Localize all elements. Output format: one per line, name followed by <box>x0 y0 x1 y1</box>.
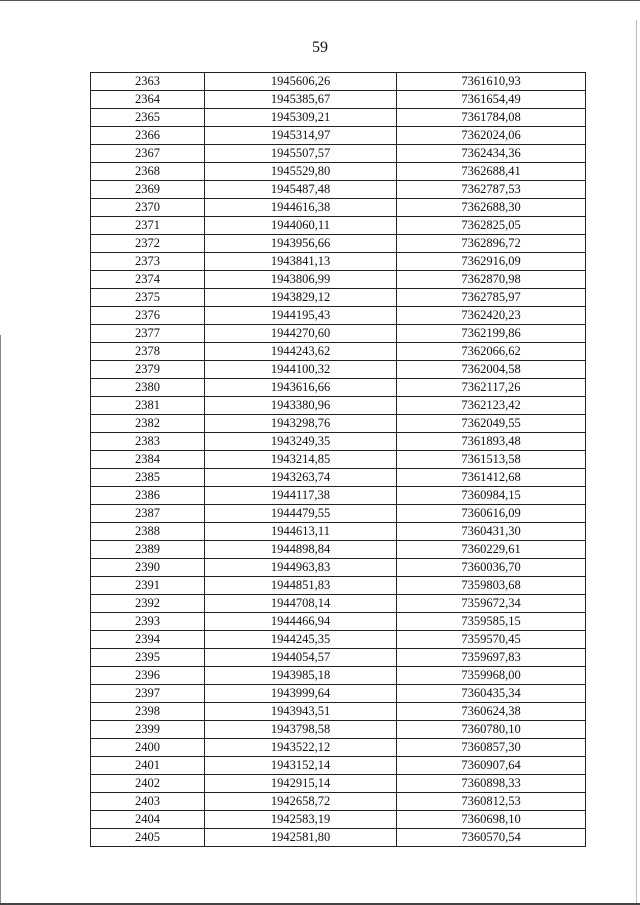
y-coordinate-cell: 7359968,00 <box>397 667 586 685</box>
y-coordinate-cell: 7361513,58 <box>397 451 586 469</box>
table-row <box>91 415 586 433</box>
x-coordinate-cell: 1944466,94 <box>205 613 397 631</box>
table-row <box>91 343 586 361</box>
x-coordinate-cell: 1943999,64 <box>205 685 397 703</box>
point-number-cell: 2375 <box>91 289 205 307</box>
table-row <box>91 649 586 667</box>
x-coordinate-cell: 1943798,58 <box>205 721 397 739</box>
y-coordinate-cell: 7361610,93 <box>397 73 586 91</box>
x-coordinate-cell: 1942658,72 <box>205 793 397 811</box>
point-number-cell: 2378 <box>91 343 205 361</box>
y-coordinate-cell: 7360431,30 <box>397 523 586 541</box>
point-number-cell: 2399 <box>91 721 205 739</box>
x-coordinate-cell: 1945507,57 <box>205 145 397 163</box>
x-coordinate-cell: 1943806,99 <box>205 271 397 289</box>
table-row <box>91 757 586 775</box>
y-coordinate-cell: 7362123,42 <box>397 397 586 415</box>
x-coordinate-cell: 1943522,12 <box>205 739 397 757</box>
x-coordinate-cell: 1943985,18 <box>205 667 397 685</box>
y-coordinate-cell: 7361893,48 <box>397 433 586 451</box>
y-coordinate-cell: 7362870,98 <box>397 271 586 289</box>
y-coordinate-cell: 7360812,53 <box>397 793 586 811</box>
y-coordinate-cell: 7360907,64 <box>397 757 586 775</box>
table-row <box>91 91 586 109</box>
x-coordinate-cell: 1945385,67 <box>205 91 397 109</box>
table-row <box>91 829 586 847</box>
y-coordinate-cell: 7362117,26 <box>397 379 586 397</box>
x-coordinate-cell: 1944616,38 <box>205 199 397 217</box>
table-row <box>91 397 586 415</box>
x-coordinate-cell: 1943380,96 <box>205 397 397 415</box>
y-coordinate-cell: 7359585,15 <box>397 613 586 631</box>
point-number-cell: 2366 <box>91 127 205 145</box>
x-coordinate-cell: 1942581,80 <box>205 829 397 847</box>
point-number-cell: 2397 <box>91 685 205 703</box>
point-number-cell: 2372 <box>91 235 205 253</box>
point-number-cell: 2392 <box>91 595 205 613</box>
point-number-cell: 2385 <box>91 469 205 487</box>
x-coordinate-cell: 1945487,48 <box>205 181 397 199</box>
x-coordinate-cell: 1945314,97 <box>205 127 397 145</box>
table-row <box>91 541 586 559</box>
point-number-cell: 2402 <box>91 775 205 793</box>
y-coordinate-cell: 7362004,58 <box>397 361 586 379</box>
y-coordinate-cell: 7362825,05 <box>397 217 586 235</box>
point-number-cell: 2387 <box>91 505 205 523</box>
x-coordinate-cell: 1943263,74 <box>205 469 397 487</box>
x-coordinate-cell: 1945309,21 <box>205 109 397 127</box>
y-coordinate-cell: 7361654,49 <box>397 91 586 109</box>
table-row <box>91 325 586 343</box>
x-coordinate-cell: 1943214,85 <box>205 451 397 469</box>
x-coordinate-cell: 1944060,11 <box>205 217 397 235</box>
table-row <box>91 469 586 487</box>
y-coordinate-cell: 7360616,09 <box>397 505 586 523</box>
point-number-cell: 2382 <box>91 415 205 433</box>
table-row <box>91 667 586 685</box>
scan-edge-right <box>636 20 637 905</box>
point-number-cell: 2377 <box>91 325 205 343</box>
table-row <box>91 685 586 703</box>
point-number-cell: 2403 <box>91 793 205 811</box>
x-coordinate-cell: 1944117,38 <box>205 487 397 505</box>
point-number-cell: 2373 <box>91 253 205 271</box>
x-coordinate-cell: 1943152,14 <box>205 757 397 775</box>
table-row <box>91 631 586 649</box>
table-row <box>91 73 586 91</box>
point-number-cell: 2371 <box>91 217 205 235</box>
table-row <box>91 811 586 829</box>
y-coordinate-cell: 7362199,86 <box>397 325 586 343</box>
x-coordinate-cell: 1944270,60 <box>205 325 397 343</box>
table-row <box>91 253 586 271</box>
table-row <box>91 235 586 253</box>
x-coordinate-cell: 1945606,26 <box>205 73 397 91</box>
y-coordinate-cell: 7360570,54 <box>397 829 586 847</box>
x-coordinate-cell: 1944245,35 <box>205 631 397 649</box>
page-number: 59 <box>312 39 328 56</box>
x-coordinate-cell: 1943956,66 <box>205 235 397 253</box>
table-row <box>91 523 586 541</box>
point-number-cell: 2400 <box>91 739 205 757</box>
point-number-cell: 2367 <box>91 145 205 163</box>
x-coordinate-cell: 1944963,83 <box>205 559 397 577</box>
point-number-cell: 2374 <box>91 271 205 289</box>
table-row <box>91 613 586 631</box>
y-coordinate-cell: 7362049,55 <box>397 415 586 433</box>
table-row <box>91 289 586 307</box>
point-number-cell: 2370 <box>91 199 205 217</box>
scan-edge-left <box>0 335 1 905</box>
coordinates-table-body <box>91 73 586 847</box>
point-number-cell: 2404 <box>91 811 205 829</box>
table-row <box>91 181 586 199</box>
x-coordinate-cell: 1945529,80 <box>205 163 397 181</box>
table-row <box>91 217 586 235</box>
y-coordinate-cell: 7360698,10 <box>397 811 586 829</box>
y-coordinate-cell: 7361784,08 <box>397 109 586 127</box>
table-row <box>91 505 586 523</box>
point-number-cell: 2381 <box>91 397 205 415</box>
table-row <box>91 199 586 217</box>
point-number-cell: 2405 <box>91 829 205 847</box>
point-number-cell: 2390 <box>91 559 205 577</box>
point-number-cell: 2386 <box>91 487 205 505</box>
y-coordinate-cell: 7362024,06 <box>397 127 586 145</box>
y-coordinate-cell: 7359672,34 <box>397 595 586 613</box>
y-coordinate-cell: 7360857,30 <box>397 739 586 757</box>
y-coordinate-cell: 7362688,41 <box>397 163 586 181</box>
x-coordinate-cell: 1943829,12 <box>205 289 397 307</box>
table-row <box>91 595 586 613</box>
y-coordinate-cell: 7362420,23 <box>397 307 586 325</box>
y-coordinate-cell: 7360036,70 <box>397 559 586 577</box>
coordinates-table <box>90 72 586 847</box>
x-coordinate-cell: 1943249,35 <box>205 433 397 451</box>
point-number-cell: 2389 <box>91 541 205 559</box>
table-row <box>91 559 586 577</box>
point-number-cell: 2391 <box>91 577 205 595</box>
point-number-cell: 2395 <box>91 649 205 667</box>
table-row <box>91 433 586 451</box>
y-coordinate-cell: 7362787,53 <box>397 181 586 199</box>
point-number-cell: 2379 <box>91 361 205 379</box>
x-coordinate-cell: 1942915,14 <box>205 775 397 793</box>
table-row <box>91 793 586 811</box>
y-coordinate-cell: 7362896,72 <box>397 235 586 253</box>
table-row <box>91 577 586 595</box>
table-row <box>91 721 586 739</box>
point-number-cell: 2401 <box>91 757 205 775</box>
y-coordinate-cell: 7360229,61 <box>397 541 586 559</box>
x-coordinate-cell: 1944613,11 <box>205 523 397 541</box>
table-row <box>91 307 586 325</box>
table-row <box>91 109 586 127</box>
y-coordinate-cell: 7362916,09 <box>397 253 586 271</box>
y-coordinate-cell: 7362066,62 <box>397 343 586 361</box>
point-number-cell: 2394 <box>91 631 205 649</box>
x-coordinate-cell: 1944243,62 <box>205 343 397 361</box>
point-number-cell: 2383 <box>91 433 205 451</box>
x-coordinate-cell: 1942583,19 <box>205 811 397 829</box>
x-coordinate-cell: 1944479,55 <box>205 505 397 523</box>
table-row <box>91 379 586 397</box>
x-coordinate-cell: 1943841,13 <box>205 253 397 271</box>
table-row <box>91 361 586 379</box>
point-number-cell: 2364 <box>91 91 205 109</box>
y-coordinate-cell: 7360898,33 <box>397 775 586 793</box>
point-number-cell: 2388 <box>91 523 205 541</box>
y-coordinate-cell: 7359697,83 <box>397 649 586 667</box>
point-number-cell: 2376 <box>91 307 205 325</box>
table-row <box>91 739 586 757</box>
x-coordinate-cell: 1944100,32 <box>205 361 397 379</box>
table-row <box>91 127 586 145</box>
x-coordinate-cell: 1943616,66 <box>205 379 397 397</box>
y-coordinate-cell: 7359570,45 <box>397 631 586 649</box>
point-number-cell: 2384 <box>91 451 205 469</box>
table-row <box>91 145 586 163</box>
x-coordinate-cell: 1943943,51 <box>205 703 397 721</box>
y-coordinate-cell: 7362434,36 <box>397 145 586 163</box>
point-number-cell: 2396 <box>91 667 205 685</box>
y-coordinate-cell: 7361412,68 <box>397 469 586 487</box>
point-number-cell: 2369 <box>91 181 205 199</box>
point-number-cell: 2380 <box>91 379 205 397</box>
point-number-cell: 2363 <box>91 73 205 91</box>
scan-edge-top <box>0 0 640 1</box>
y-coordinate-cell: 7359803,68 <box>397 577 586 595</box>
point-number-cell: 2393 <box>91 613 205 631</box>
x-coordinate-cell: 1944054,57 <box>205 649 397 667</box>
point-number-cell: 2398 <box>91 703 205 721</box>
table-row <box>91 451 586 469</box>
point-number-cell: 2365 <box>91 109 205 127</box>
table-row <box>91 487 586 505</box>
x-coordinate-cell: 1943298,76 <box>205 415 397 433</box>
y-coordinate-cell: 7362688,30 <box>397 199 586 217</box>
y-coordinate-cell: 7360435,34 <box>397 685 586 703</box>
y-coordinate-cell: 7360624,38 <box>397 703 586 721</box>
table-row <box>91 703 586 721</box>
y-coordinate-cell: 7360984,15 <box>397 487 586 505</box>
x-coordinate-cell: 1944195,43 <box>205 307 397 325</box>
y-coordinate-cell: 7360780,10 <box>397 721 586 739</box>
point-number-cell: 2368 <box>91 163 205 181</box>
x-coordinate-cell: 1944851,83 <box>205 577 397 595</box>
x-coordinate-cell: 1944708,14 <box>205 595 397 613</box>
x-coordinate-cell: 1944898,84 <box>205 541 397 559</box>
y-coordinate-cell: 7362785,97 <box>397 289 586 307</box>
table-row <box>91 271 586 289</box>
table-row <box>91 163 586 181</box>
table-row <box>91 775 586 793</box>
